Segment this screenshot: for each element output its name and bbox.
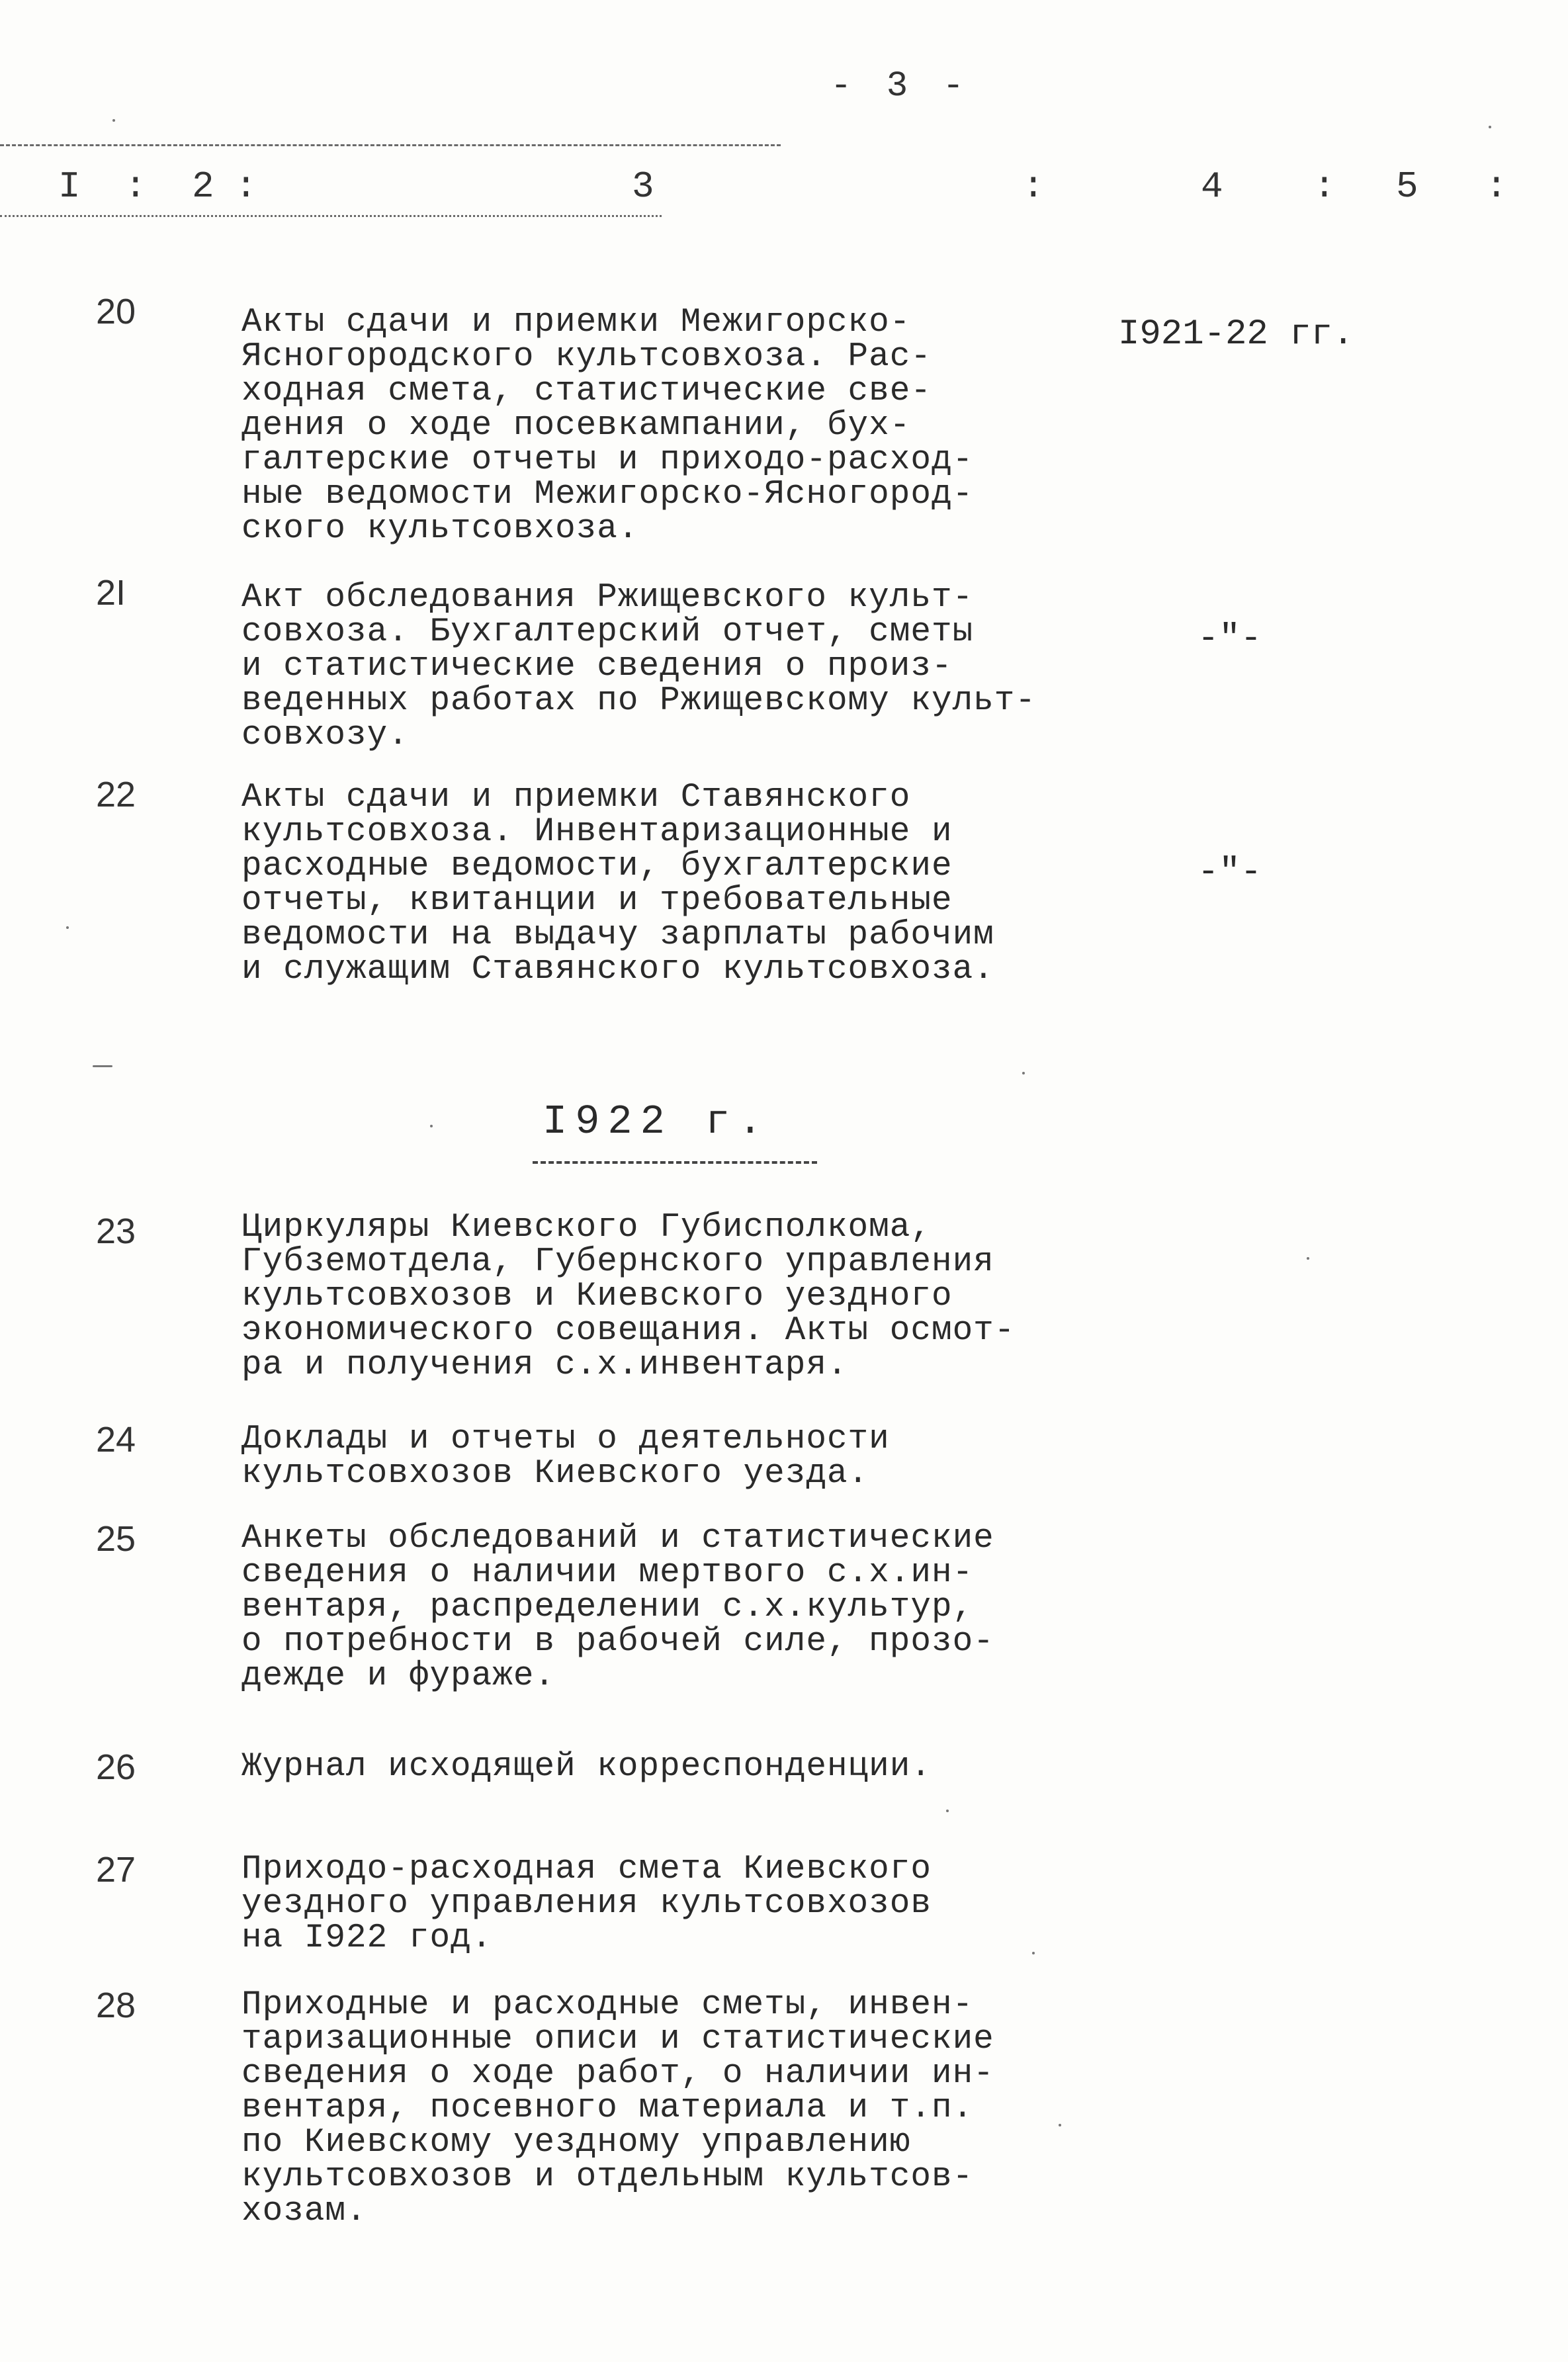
entry-number: 20	[96, 292, 136, 331]
scan-speck	[112, 119, 115, 122]
page-number: - 3 -	[830, 66, 971, 107]
column-separator-5: :	[1485, 165, 1508, 208]
scan-speck	[1307, 1257, 1309, 1260]
column-separator-4: :	[1313, 165, 1336, 208]
scan-speck	[1059, 2124, 1061, 2126]
scan-speck	[66, 926, 69, 929]
column-header-2: 2	[192, 165, 214, 208]
scan-speck	[1022, 1072, 1025, 1074]
entry-description: Приходные и расходные сметы, инвен- таризационные описи и статистические сведения о ходе работ, о наличии ин- вентаря, посевного материала и т.п. по Киевскому уездному управлению культсовхозов и отдельным культсов- хозам.	[241, 1986, 994, 2230]
entry-number: 25	[96, 1519, 136, 1559]
entry-date-ditto: -"-	[1198, 852, 1262, 893]
entry-description: Доклады и отчеты о деятельности культсовхозов Киевского уезда.	[241, 1421, 890, 1493]
entry-number: 22	[96, 775, 136, 814]
column-separator-1: :	[124, 165, 147, 208]
column-separator-3: :	[1022, 165, 1045, 208]
entry-number: 23	[96, 1211, 136, 1251]
column-header-3: 3	[632, 165, 654, 208]
entry-description: Акт обследования Ржищевского культ- совхоза. Бухгалтерский отчет, сметы и статистические сведения о произ- веденных работах по Ржищевскому культ- совхозу.	[241, 579, 1036, 754]
entry-date: I921-22 гг.	[1118, 314, 1354, 355]
entry-number: 28	[96, 1986, 136, 2025]
entry-description: Приходо-расходная смета Киевского уездного управления культсовхозов на I922 год.	[241, 1851, 932, 1957]
column-separator-2: :	[235, 165, 257, 208]
column-header-5: 5	[1396, 165, 1418, 208]
scan-speck	[1032, 1952, 1035, 1954]
entry-number: 27	[96, 1850, 136, 1890]
scan-speck	[430, 1125, 433, 1127]
column-header-4: 4	[1201, 165, 1223, 208]
entry-description: Анкеты обследований и статистические сведения о наличии мертвого с.х.ин- вентаря, распределении с.х.культур, о потребности в рабочей силе, прозо- дежде и фураже.	[241, 1520, 994, 1695]
entry-description: Акты сдачи и приемки Ставянского культсовхоза. Инвентаризационные и расходные ведомости, бухгалтерские отчеты, квитанции и требовательные ведомости на выдачу зарплаты рабочим и служащим Ставянского культсовхоза.	[241, 779, 994, 988]
entry-number: 2I	[96, 573, 126, 613]
header-top-rule	[0, 144, 781, 146]
entry-description: Акты сдачи и приемки Межигорско- Ясногородского культсовхоза. Рас- ходная смета, статистические све- дения о ходе посевкампании, бух- галтерские отчеты и приходо-расход- ные ведомости Межигорско-Ясногород- ского культсовхоза.	[241, 304, 974, 548]
scan-speck	[946, 1810, 949, 1812]
year-heading-underline	[533, 1161, 817, 1164]
entry-number: 24	[96, 1420, 136, 1460]
entry-description: Журнал исходящей корреспонденции.	[241, 1748, 932, 1786]
header-bottom-rule	[0, 215, 662, 217]
scan-speck	[1489, 126, 1491, 128]
scan-speck	[93, 1065, 112, 1067]
entry-number: 26	[96, 1747, 136, 1787]
column-header-1: I	[58, 165, 81, 208]
entry-description: Циркуляры Киевского Губисполкома, Губземотдела, Губернского управления культсовхозов и Киевского уездного экономического совещания. Акты осмот- ра и получения с.х.инвентаря.	[241, 1209, 1016, 1384]
entry-date-ditto: -"-	[1198, 619, 1262, 659]
year-heading: I922 г.	[543, 1098, 771, 1145]
